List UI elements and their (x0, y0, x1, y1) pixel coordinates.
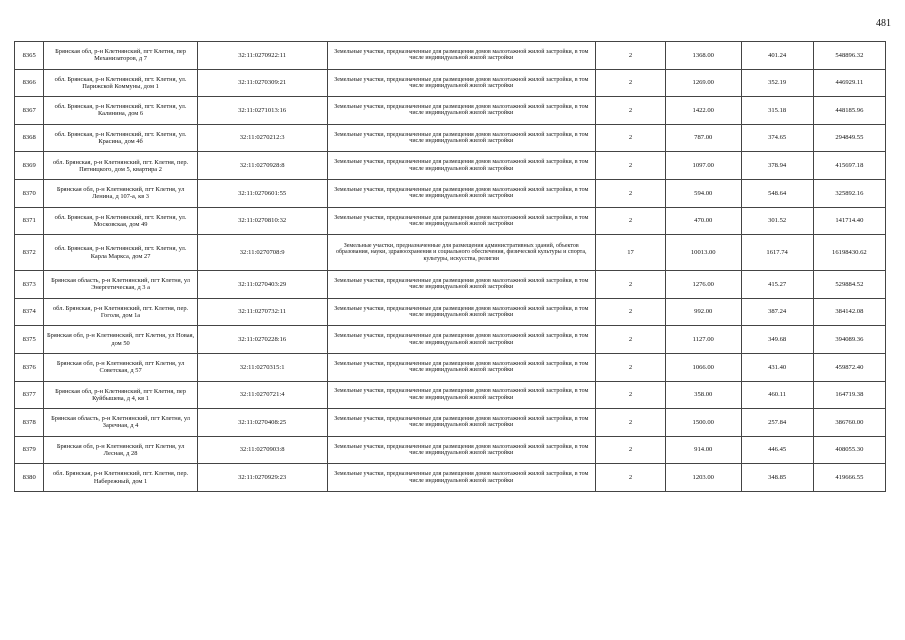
land-use-description: Земельные участки, предназначенные для размещения домов малоэтажной жилой застройки, в том числе индивидуальной жилой застройки (327, 409, 596, 437)
address-cell: Брянская обл, р-н Клетнянский, пгт Клетня, пер Куйбышева, д 4, кв 1 (44, 381, 197, 409)
address-cell: Брянская обл, р-н Клетнянский, пгт Клетня, ул Ленина, д 107-а, кв 3 (44, 179, 197, 207)
group-code: 2 (596, 464, 666, 492)
row-number: 8365 (15, 42, 44, 70)
row-number: 8380 (15, 464, 44, 492)
cadastral-number: 32:11:0270408:25 (197, 409, 327, 437)
cadastral-number: 32:11:0270903:8 (197, 436, 327, 464)
land-area: 992.00 (665, 298, 741, 326)
land-use-description: Земельные участки, предназначенные для размещения домов малоэтажной жилой застройки, в том числе индивидуальной жилой застройки (327, 381, 596, 409)
land-area: 470.00 (665, 207, 741, 235)
table-row (15, 152, 886, 180)
cadastral-value: 448185.96 (813, 97, 885, 125)
row-number: 8375 (15, 326, 44, 354)
specific-cadastral-value: 401.24 (741, 42, 813, 70)
cadastral-value-table (14, 41, 886, 492)
row-number: 8376 (15, 353, 44, 381)
land-use-description: Земельные участки, предназначенные для размещения домов малоэтажной жилой застройки, в том числе индивидуальной жилой застройки (327, 298, 596, 326)
cadastral-number: 32:11:0270708:9 (197, 235, 327, 271)
row-number: 8373 (15, 271, 44, 299)
land-area: 1066.00 (665, 353, 741, 381)
address-cell: Брянская обл, р-н Клетнянский, пгт Клетня, ул Новая, дом 50 (44, 326, 197, 354)
cadastral-value: 446929.11 (813, 69, 885, 97)
land-use-description: Земельные участки, предназначенные для размещения домов малоэтажной жилой застройки, в том числе индивидуальной жилой застройки (327, 69, 596, 97)
land-use-description: Земельные участки, предназначенные для размещения домов малоэтажной жилой застройки, в том числе индивидуальной жилой застройки (327, 271, 596, 299)
specific-cadastral-value: 348.85 (741, 464, 813, 492)
table-row (15, 381, 886, 409)
land-area: 358.00 (665, 381, 741, 409)
row-number: 8371 (15, 207, 44, 235)
cadastral-number: 32:11:0270810:32 (197, 207, 327, 235)
group-code: 2 (596, 381, 666, 409)
land-use-description: Земельные участки, предназначенные для размещения домов малоэтажной жилой застройки, в том числе индивидуальной жилой застройки (327, 152, 596, 180)
cadastral-value: 16198430.62 (813, 235, 885, 271)
cadastral-number: 32:11:0270212:3 (197, 124, 327, 152)
group-code: 2 (596, 42, 666, 70)
land-area: 1269.00 (665, 69, 741, 97)
cadastral-value: 419666.55 (813, 464, 885, 492)
row-number: 8370 (15, 179, 44, 207)
table-row (15, 179, 886, 207)
specific-cadastral-value: 431.40 (741, 353, 813, 381)
cadastral-number: 32:11:0271013:16 (197, 97, 327, 125)
cadastral-value: 164719.38 (813, 381, 885, 409)
table-row (15, 326, 886, 354)
group-code: 2 (596, 436, 666, 464)
cadastral-value: 384142.08 (813, 298, 885, 326)
row-number: 8378 (15, 409, 44, 437)
address-cell: обл. Брянская, р-н Клетнянский, пгт. Клетня, пер. Набережный, дом 1 (44, 464, 197, 492)
row-number: 8369 (15, 152, 44, 180)
row-number: 8374 (15, 298, 44, 326)
group-code: 2 (596, 298, 666, 326)
row-number: 8367 (15, 97, 44, 125)
cadastral-value: 459872.40 (813, 353, 885, 381)
table-row (15, 271, 886, 299)
land-use-description: Земельные участки, предназначенные для размещения домов малоэтажной жилой застройки, в том числе индивидуальной жилой застройки (327, 179, 596, 207)
specific-cadastral-value: 301.52 (741, 207, 813, 235)
cadastral-value: 415697.18 (813, 152, 885, 180)
land-area: 1500.00 (665, 409, 741, 437)
group-code: 2 (596, 326, 666, 354)
land-area: 1127.00 (665, 326, 741, 354)
group-code: 2 (596, 152, 666, 180)
specific-cadastral-value: 315.18 (741, 97, 813, 125)
address-cell: обл. Брянская, р-н Клетнянский, пгт. Клетня, пер. Гоголя, дом 1а (44, 298, 197, 326)
table-row (15, 436, 886, 464)
cadastral-number: 32:11:0270315:1 (197, 353, 327, 381)
address-cell: обл. Брянская, р-н Клетнянский, пгт. Клетня, пер. Пятницкого, дом 5, квартира 2 (44, 152, 197, 180)
cadastral-number: 32:11:0270601:55 (197, 179, 327, 207)
land-use-description: Земельные участки, предназначенные для размещения домов малоэтажной жилой застройки, в том числе индивидуальной жилой застройки (327, 42, 596, 70)
address-cell: Брянская обл, р-н Клетнянский, пгт Клетня, ул Советская, д 57 (44, 353, 197, 381)
cadastral-value: 394089.36 (813, 326, 885, 354)
specific-cadastral-value: 352.19 (741, 69, 813, 97)
land-area: 594.00 (665, 179, 741, 207)
cadastral-value: 294849.55 (813, 124, 885, 152)
land-area: 1422.00 (665, 97, 741, 125)
group-code: 17 (596, 235, 666, 271)
land-area: 1276.00 (665, 271, 741, 299)
specific-cadastral-value: 548.64 (741, 179, 813, 207)
address-cell: обл. Брянская, р-н Клетнянский, пгт. Клетня, ул. Парижской Коммуны, дом 1 (44, 69, 197, 97)
address-cell: Брянская область, р-н Клетнянский, пгт Клетня, ул Заречная, д 4 (44, 409, 197, 437)
cadastral-value: 529884.52 (813, 271, 885, 299)
table-row (15, 235, 886, 271)
land-area: 1368.00 (665, 42, 741, 70)
table-row (15, 69, 886, 97)
cadastral-value: 141714.40 (813, 207, 885, 235)
group-code: 2 (596, 69, 666, 97)
group-code: 2 (596, 271, 666, 299)
specific-cadastral-value: 1617.74 (741, 235, 813, 271)
specific-cadastral-value: 349.68 (741, 326, 813, 354)
address-cell: обл. Брянская, р-н Клетнянский, пгт. Клетня, ул. Калинина, дом 6 (44, 97, 197, 125)
page-number: 481 (876, 18, 891, 29)
address-cell: Брянская обл, р-н Клетнянский, пгт Клетня, пер Механизаторов, д 7 (44, 42, 197, 70)
cadastral-number: 32:11:0270922:11 (197, 42, 327, 70)
cadastral-number: 32:11:0270928:8 (197, 152, 327, 180)
table-row (15, 42, 886, 70)
cadastral-value: 548896.32 (813, 42, 885, 70)
group-code: 2 (596, 207, 666, 235)
table-row (15, 124, 886, 152)
land-use-description: Земельные участки, предназначенные для размещения домов малоэтажной жилой застройки, в том числе индивидуальной жилой застройки (327, 436, 596, 464)
cadastral-number: 32:11:0270309:21 (197, 69, 327, 97)
specific-cadastral-value: 257.84 (741, 409, 813, 437)
land-use-description: Земельные участки, предназначенные для размещения домов малоэтажной жилой застройки, в том числе индивидуальной жилой застройки (327, 207, 596, 235)
cadastral-value: 386760.00 (813, 409, 885, 437)
land-area: 1097.00 (665, 152, 741, 180)
cadastral-number: 32:11:0270929:23 (197, 464, 327, 492)
land-area: 1203.00 (665, 464, 741, 492)
specific-cadastral-value: 460.11 (741, 381, 813, 409)
row-number: 8368 (15, 124, 44, 152)
land-use-description: Земельные участки, предназначенные для размещения административных зданий, объектов образования, науки, здравоохранения и социального обеспечения, физической культуры и спорта, культуры, искусства, религии (327, 235, 596, 271)
group-code: 2 (596, 179, 666, 207)
land-use-description: Земельные участки, предназначенные для размещения домов малоэтажной жилой застройки, в том числе индивидуальной жилой застройки (327, 124, 596, 152)
table-row (15, 97, 886, 125)
land-area: 914.00 (665, 436, 741, 464)
specific-cadastral-value: 378.94 (741, 152, 813, 180)
table-row (15, 207, 886, 235)
land-area: 10013.00 (665, 235, 741, 271)
row-number: 8366 (15, 69, 44, 97)
table-body (15, 42, 886, 492)
specific-cadastral-value: 387.24 (741, 298, 813, 326)
cadastral-value: 325892.16 (813, 179, 885, 207)
land-use-description: Земельные участки, предназначенные для размещения домов малоэтажной жилой застройки, в том числе индивидуальной жилой застройки (327, 97, 596, 125)
cadastral-number: 32:11:0270403:29 (197, 271, 327, 299)
group-code: 2 (596, 97, 666, 125)
address-cell: обл. Брянская, р-н Клетнянский, пгт. Клетня, ул. Московская, дом 49 (44, 207, 197, 235)
land-use-description: Земельные участки, предназначенные для размещения домов малоэтажной жилой застройки, в том числе индивидуальной жилой застройки (327, 326, 596, 354)
land-use-description: Земельные участки, предназначенные для размещения домов малоэтажной жилой застройки, в том числе индивидуальной жилой застройки (327, 464, 596, 492)
cadastral-number: 32:11:0270732:11 (197, 298, 327, 326)
specific-cadastral-value: 374.65 (741, 124, 813, 152)
address-cell: обл. Брянская, р-н Клетнянский, пгт. Клетня, ул. Карла Маркса, дом 27 (44, 235, 197, 271)
group-code: 2 (596, 409, 666, 437)
table-row (15, 298, 886, 326)
specific-cadastral-value: 446.45 (741, 436, 813, 464)
table-row (15, 409, 886, 437)
address-cell: обл. Брянская, р-н Клетнянский, пгт. Клетня, ул. Красина, дом 4б (44, 124, 197, 152)
cadastral-number: 32:11:0270228:16 (197, 326, 327, 354)
table-row (15, 353, 886, 381)
address-cell: Брянская обл, р-н Клетнянский, пгт Клетня, ул Лесная, д 28 (44, 436, 197, 464)
cadastral-value: 408055.30 (813, 436, 885, 464)
land-area: 787.00 (665, 124, 741, 152)
group-code: 2 (596, 353, 666, 381)
cadastral-number: 32:11:0270721:4 (197, 381, 327, 409)
group-code: 2 (596, 124, 666, 152)
table-row (15, 464, 886, 492)
row-number: 8372 (15, 235, 44, 271)
row-number: 8377 (15, 381, 44, 409)
row-number: 8379 (15, 436, 44, 464)
specific-cadastral-value: 415.27 (741, 271, 813, 299)
land-use-description: Земельные участки, предназначенные для размещения домов малоэтажной жилой застройки, в том числе индивидуальной жилой застройки (327, 353, 596, 381)
address-cell: Брянская область, р-н Клетнянский, пгт Клетня, ул Энергетическая, д 3 а (44, 271, 197, 299)
